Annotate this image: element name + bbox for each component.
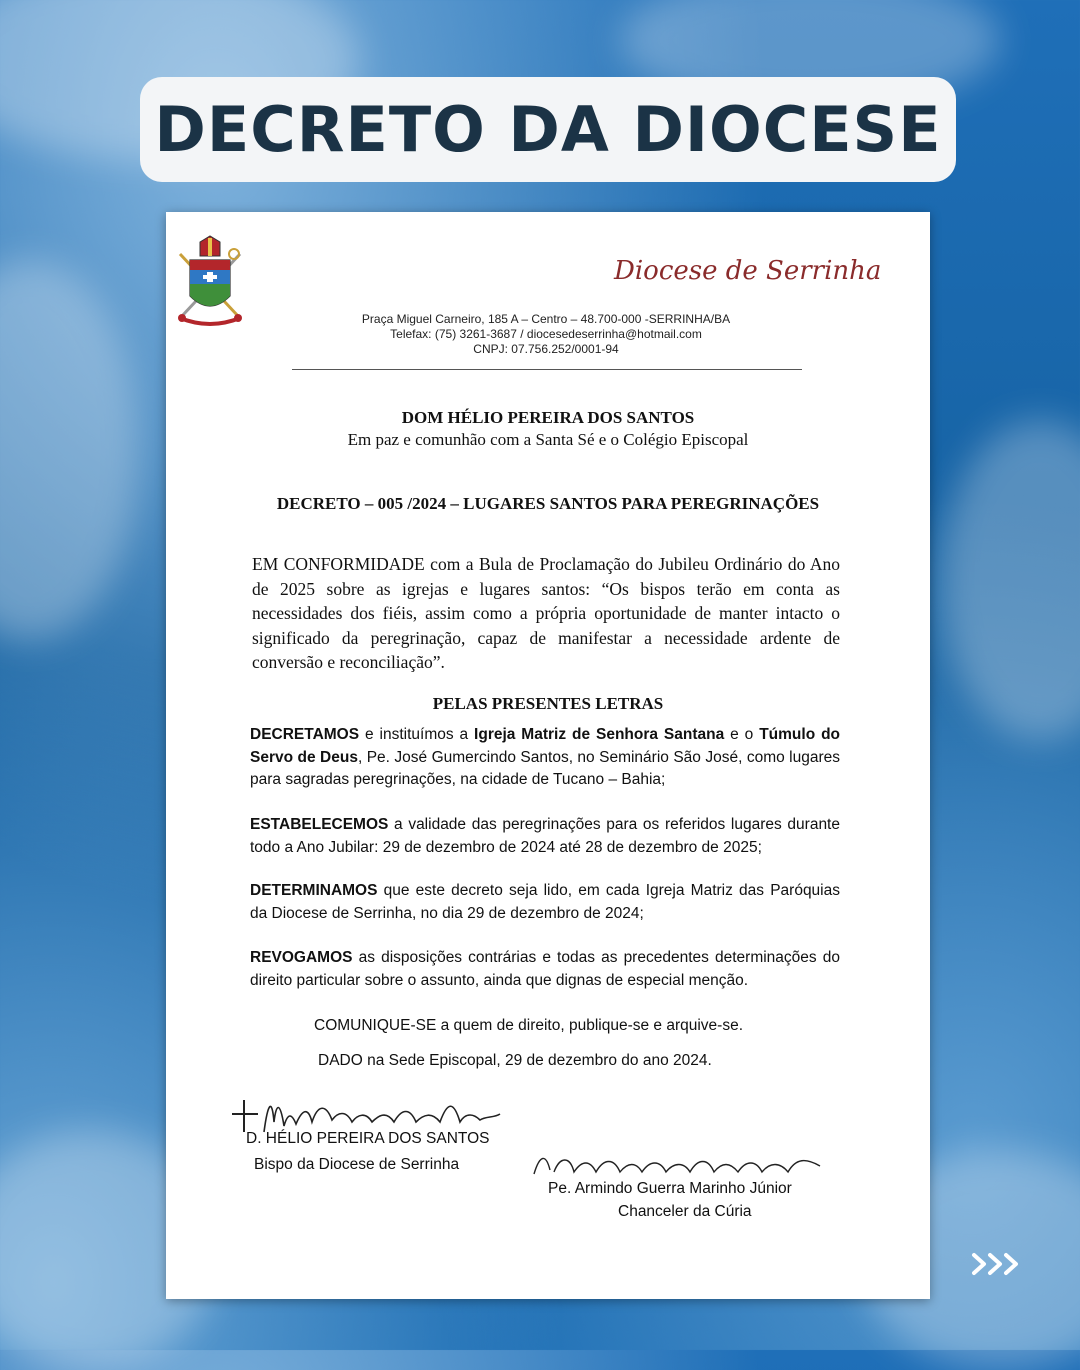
paragraph-text: , Pe. José Gumercindo Santos, no Seminário São José, como lugares para sagradas peregrinações, na cidade de Tucano – Bahia; — [250, 748, 841, 788]
keyword-determinamos: DETERMINAMOS — [250, 882, 378, 899]
cnpj-line: CNPJ: 07.756.252/0001-94 — [473, 342, 619, 356]
bishop-signature-name: D. HÉLIO PEREIRA DOS SANTOS — [246, 1130, 490, 1147]
contact-line: Telefax: (75) 3261-3687 / diocesedeserrinha@hotmail.com — [390, 327, 702, 341]
paragraph-text: e o — [724, 726, 760, 743]
decree-title: DECRETO – 005 /2024 – LUGARES SANTOS PARA PEREGRINAÇÕES — [276, 494, 820, 513]
title-banner — [140, 77, 956, 182]
address-line: Praça Miguel Carneiro, 185 A – Centro – 48.700-000 -SERRINHA/BA — [361, 312, 731, 326]
pelas-heading: PELAS PRESENTES LETRAS — [432, 694, 664, 713]
diocese-name: Diocese de Serrinha — [614, 256, 882, 286]
keyword-tumulo: Túmulo do Servo de Deus — [250, 726, 841, 766]
dado-line: DADO na Sede Episcopal, 29 de dezembro do ano 2024. — [318, 1052, 712, 1069]
keyword-revogamos: REVOGAMOS — [250, 949, 353, 966]
next-arrows-icon[interactable] — [970, 1250, 1024, 1278]
diocese-crest-icon — [174, 234, 246, 334]
paragraph-text: e instituímos a — [359, 726, 475, 743]
chancellor-signature-icon — [530, 1150, 830, 1180]
keyword-igreja-matriz: Igreja Matriz de Senhora Santana — [474, 726, 725, 743]
revogamos-paragraph — [250, 947, 840, 992]
paragraph-text: a validade das peregrinações para os referidos lugares durante todo a Ano Jubilar: 29 de dezembro de 2024 até 28 de dezembro de 2025; — [250, 816, 840, 856]
page-title: DECRETO DA DIOCESE — [154, 93, 942, 166]
bishop-subtitle: Em paz e comunhão com a Santa Sé e o Colégio Episcopal — [347, 430, 749, 449]
estabelecemos-paragraph — [250, 814, 840, 859]
paragraph-text: as disposições contrárias e todas as precedentes determinações do direito particular sobre o assunto, ainda que dignas de especial menção. — [250, 949, 840, 989]
keyword-estabelecemos: ESTABELECEMOS — [250, 816, 389, 833]
determinamos-paragraph — [250, 880, 840, 925]
paragraph-text: que este decreto seja lido, em cada Igreja Matriz das Paróquias da Diocese de Serrinha, no dia 29 de dezembro de 2024; — [250, 882, 840, 922]
letterhead-divider — [292, 369, 802, 370]
decretamos-paragraph — [250, 724, 840, 792]
decree-document — [166, 212, 930, 1299]
comunique-line: COMUNIQUE-SE a quem de direito, publique-se e arquive-se. — [314, 1017, 744, 1034]
intro-paragraph: EM CONFORMIDADE com a Bula de Proclamação do Jubileu Ordinário do Ano de 2025 sobre as igrejas e lugares santos: “Os bispos terão em conta as necessidades dos fiéis, assim como a própria oportunidade de manter intacto o significado da peregrinação, capaz de manifestar a necessidade ardente de conversão e reconciliação”. — [252, 554, 840, 672]
chancellor-name: Pe. Armindo Guerra Marinho Júnior — [548, 1180, 792, 1197]
chancellor-role: Chanceler da Cúria — [618, 1203, 752, 1220]
bishop-role: Bispo da Diocese de Serrinha — [254, 1156, 460, 1173]
bishop-name: DOM HÉLIO PEREIRA DOS SANTOS — [401, 408, 695, 427]
letterhead-address — [286, 312, 806, 357]
keyword-decretamos: DECRETAMOS — [250, 726, 360, 743]
